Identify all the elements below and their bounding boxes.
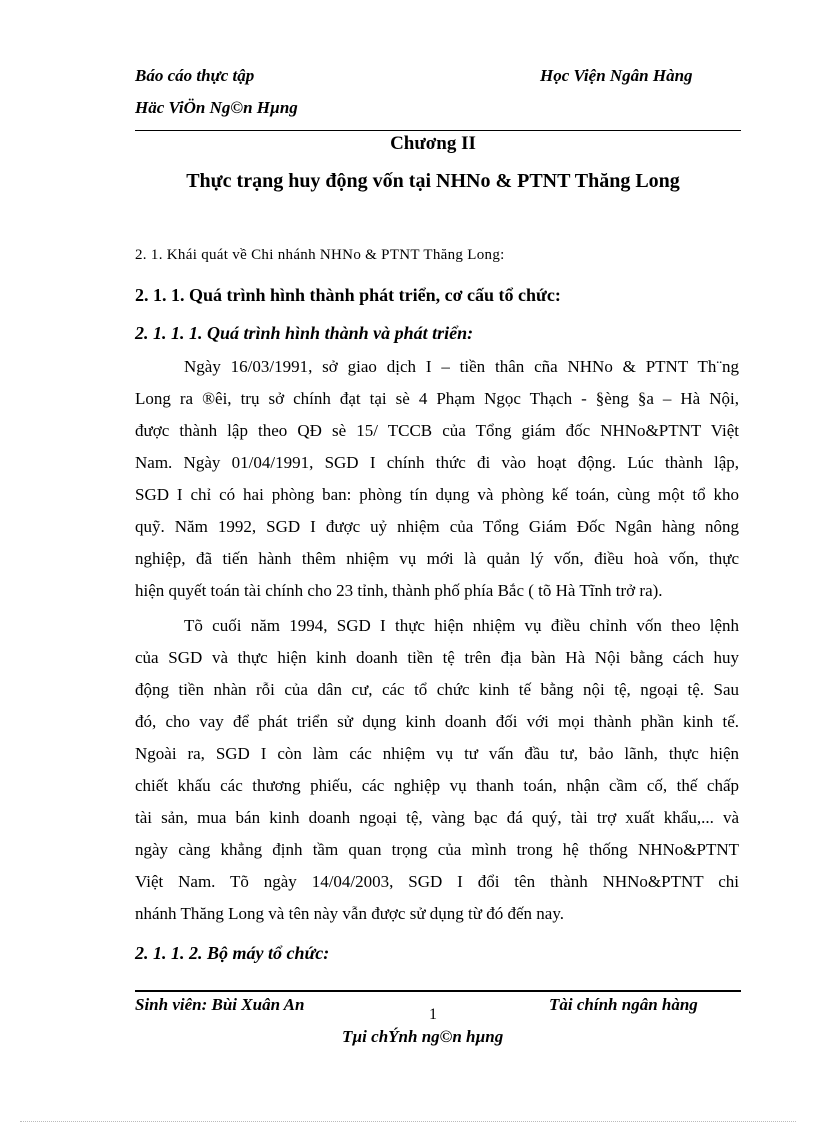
paragraph-line: Ngày 16/03/1991, sở giao dịch I – tiền thân cña NHNo & PTNT Th¨ng [184, 357, 739, 376]
paragraph-line: được thành lập theo QĐ sè 15/ TCCB của Tổng giám đốc NHNo&PTNT Việt [135, 421, 739, 440]
header-left-title: Báo cáo thực tập [135, 66, 255, 85]
paragraph-line: chiết khấu các thương phiếu, các nghiệp vụ thanh toán, nhận cầm cố, thế chấp [135, 776, 739, 795]
footer-student-name: Sinh viên: Bùi Xuân An [135, 995, 305, 1014]
paragraph-line: Ngoài ra, SGD I còn làm các nhiệm vụ tư vấn đầu tư, bảo lãnh, thực hiện [135, 744, 739, 763]
page-edge-dotted-line [20, 1121, 796, 1122]
paragraph-line: tài sản, mua bán kinh doanh ngoại tệ, vàng bạc đá quý, tài trợ xuất khẩu,... và [135, 808, 739, 827]
section-heading-2-1-1-2: 2. 1. 1. 2. Bộ máy tổ chức: [135, 943, 330, 963]
header-divider [135, 130, 741, 131]
paragraph-line: đó, cho vay để phát triển sử dụng kinh doanh đối với mọi thành phần kinh tế. [135, 712, 739, 731]
paragraph-line: nhánh Thăng Long và tên này vẫn được sử dụng từ đó đến nay. [135, 904, 564, 923]
footer-bottom-text: Tµi chÝnh ng©n hµng [342, 1027, 504, 1046]
paragraph-line: ngày càng khẳng định tầm quan trọng của mình trong hệ thống NHNo&PTNT [135, 840, 739, 859]
paragraph-history-2 [135, 610, 739, 930]
section-heading-2-1: 2. 1. Khái quát về Chi nhánh NHNo & PTNT Thăng Long: [135, 247, 505, 263]
chapter-title: Thực trạng huy động vốn tại NHNo & PTNT Thăng Long [186, 170, 680, 192]
chapter-label: Chương II [390, 133, 476, 154]
footer-divider [135, 990, 741, 992]
paragraph-line: hiện quyết toán tài chính cho 23 tỉnh, thành phố phía Bắc ( tõ Hà Tĩnh trở ra). [135, 581, 663, 600]
paragraph-line: nghiệp, đã tiến hành thêm nhiệm vụ mới là quản lý vốn, điều hoà vốn, thực [135, 549, 739, 568]
paragraph-line: Tõ cuối năm 1994, SGD I thực hiện nhiệm vụ điều chỉnh vốn theo lệnh [184, 616, 739, 635]
footer-major: Tài chính ngân hàng [549, 995, 698, 1014]
section-heading-2-1-1: 2. 1. 1. Quá trình hình thành phát triển, cơ cấu tổ chức: [135, 285, 561, 305]
paragraph-line: Long ra ®êi, trụ sở chính đạt tại sè 4 Phạm Ngọc Thạch - §èng §a – Hà Nội, [135, 389, 739, 408]
paragraph-line: của SGD và thực hiện kinh doanh tiền tệ trên địa bàn Hà Nội bằng cách huy [135, 648, 739, 667]
paragraph-line: Việt Nam. Tõ ngày 14/04/2003, SGD I đổi tên thành NHNo&PTNT chi [135, 872, 739, 891]
paragraph-history-1 [135, 351, 739, 607]
section-heading-2-1-1-1: 2. 1. 1. 1. Quá trình hình thành và phát triển: [135, 323, 474, 343]
header-left-subtitle: Häc ViÖn Ng©n Hµng [135, 98, 298, 117]
paragraph-line: quỹ. Năm 1992, SGD I được uỷ nhiệm của Tổng Giám Đốc Ngân hàng nông [135, 517, 739, 536]
paragraph-line: Nam. Ngày 01/04/1991, SGD I chính thức đi vào hoạt động. Lúc thành lập, [135, 453, 739, 472]
page-number: 1 [429, 1006, 437, 1023]
paragraph-line: SGD I chỉ có hai phòng ban: phòng tín dụng và phòng kế toán, cùng một tổ kho [135, 485, 739, 504]
paragraph-line: động tiền nhàn rỗi của dân cư, các tổ chức kinh tế bằng nội tệ, ngoại tệ. Sau [135, 680, 739, 699]
header-right-title: Học Viện Ngân Hàng [540, 66, 693, 85]
